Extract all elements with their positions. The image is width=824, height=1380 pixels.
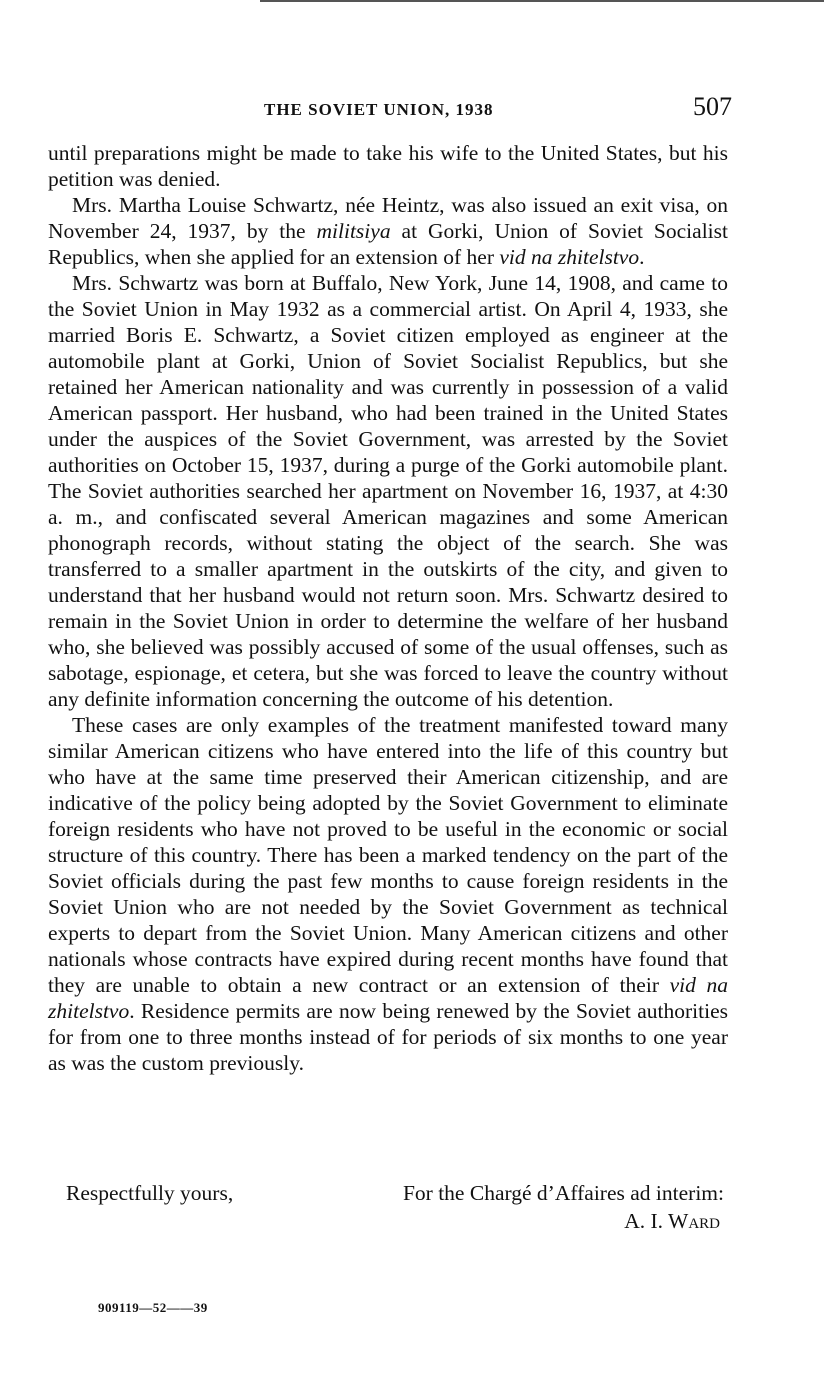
on-behalf-line: For the Chargé d’Affaires ad interim:	[402, 1181, 724, 1205]
salutation: Respectfully yours,	[66, 1181, 234, 1205]
top-rule	[260, 0, 824, 2]
p4-text-a: These cases are only examples of the treatment manifested toward many similar American citizens who have entered into the life of this country but who have at the same time preserved their American citizenship, and are indicative of the policy being adopted by the Soviet Government to eliminate foreign residents who have not proved to be useful in the economic or social structure of this country. There has been a marked tendency on the part of the Soviet officials during the past few months to cause foreign residents in the Soviet Union who are not needed by the Soviet Government as technical experts to depart from the Soviet Union. Many American citizens and other nationals whose contracts have expired during recent months have found that they are unable to obtain a new contract or an extension of their	[48, 713, 728, 997]
print-code: 909119—52——39	[98, 1300, 208, 1315]
running-head	[48, 92, 732, 126]
p4-term-vid-na-zhitelstvo: vid na zhitelstvo	[48, 973, 728, 1023]
p2-text-c: at Gorki, Union of Soviet Socialist Republics, when she applied for an extension of her	[48, 219, 728, 269]
paragraph-martha-schwartz-visa	[48, 192, 728, 270]
paragraph-continuation: until preparations might be made to take his wife to the United States, but his petition was denied.	[48, 141, 728, 191]
page-number: 507	[693, 92, 732, 121]
paragraph-schwartz-biography: Mrs. Schwartz was born at Buffalo, New York, June 14, 1908, and came to the Soviet Union in May 1932 as a commercial artist. On April 4, 1933, she married Boris E. Schwartz, a Soviet citizen employed as engineer at the automobile plant at Gorki, Union of Soviet Socialist Republics, but she retained her American nationality and was currently in possession of a valid American passport. Her husband, who had been trained in the United States under the auspices of the Soviet Government, was arrested by the Soviet authorities on October 15, 1937, during a purge of the Gorki automobile plant. The Soviet authorities searched her apartment on November 16, 1937, at 4:30 a. m., and confiscated several American magazines and some American phonograph records, without stating the object of the search. She was transferred to a smaller apartment in the outskirts of the city, and given to understand that her husband would not return soon. Mrs. Schwartz desired to remain in the Soviet Union in order to determine the welfare of her husband who, she believed was possibly accused of some of the usual offenses, such as sabotage, espionage, et cetera, but she was forced to leave the country without any definite information concerning the outcome of his detention.	[48, 271, 728, 711]
body-text	[48, 140, 728, 1076]
p2-term-vid-na-zhitelstvo: vid na zhitelstvo	[499, 245, 640, 269]
paragraph-policy-summary	[48, 712, 728, 1076]
signature: A. I. Ward	[624, 1209, 720, 1233]
p2-text-a: Mrs. Martha Louise Schwartz, née Heintz, was also issued an exit visa, on November 24, 1937, by the	[48, 193, 728, 243]
p2-term-militsiya: militsiya	[316, 219, 391, 243]
p4-text-c: . Residence permits are now being renewed by the Soviet authorities for from one to three months instead of for periods of six months to one year as was the custom previously.	[48, 999, 728, 1075]
closing-block	[48, 1180, 728, 1236]
p2-text-e: .	[639, 245, 645, 269]
running-title: THE SOVIET UNION, 1938	[264, 100, 494, 119]
